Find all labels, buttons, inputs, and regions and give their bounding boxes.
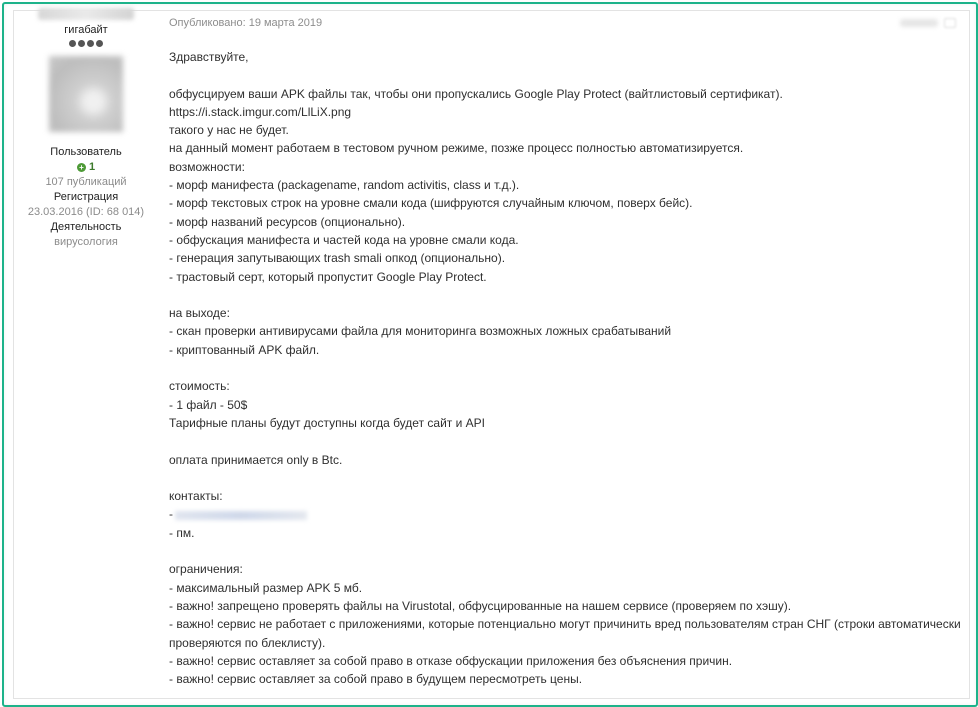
activity-label: Деятельность	[50, 221, 122, 233]
blank-line	[169, 286, 949, 304]
post-line: контакты:	[169, 489, 223, 504]
posts-count[interactable]: 107 публикаций	[45, 176, 127, 188]
post-line: обфусцируем ваши APK файлы так, чтобы они пропускались Google Play Protect (вайтлистовый сертификат).	[169, 86, 783, 101]
registration-label: Регистрация	[53, 191, 119, 203]
rank-dots	[20, 40, 152, 47]
share-controls[interactable]	[900, 18, 956, 28]
reputation-value: 1	[88, 161, 96, 173]
post-link[interactable]: https://i.stack.imgur.com/LlLiX.png	[169, 104, 352, 119]
post-line: - морф названий ресурсов (опционально).	[169, 214, 406, 229]
blank-line	[169, 542, 949, 560]
post-line: возможности:	[169, 159, 245, 174]
blurred-username	[38, 8, 134, 20]
post-line: - генерация запутывающих trash smali опкод (опционально).	[169, 251, 506, 266]
post-line: - трастовый серт, который пропустит Google Play Protect.	[169, 269, 487, 284]
post-line: стоимость:	[169, 379, 230, 394]
published-date[interactable]: Опубликовано: 19 марта 2019	[169, 17, 323, 29]
post-line: - 1 файл - 50$	[169, 397, 248, 412]
rank-dot-icon	[87, 40, 94, 47]
post-line: Тарифные планы будут доступны когда будет сайт и API	[169, 415, 485, 430]
post-line: оплата принимается only в Btc.	[169, 452, 343, 467]
plus-icon: +	[77, 163, 86, 172]
post-line: - важно! сервис оставляет за собой право в будущем пересмотреть цены.	[169, 672, 583, 687]
author-panel	[20, 8, 152, 251]
blurred-email-link[interactable]	[175, 511, 307, 520]
share-icon[interactable]	[944, 18, 956, 28]
contact-email-line	[169, 505, 949, 523]
post-line: проверяются по блеклисту).	[169, 635, 326, 650]
contact-dash: -	[169, 507, 173, 522]
rank-dot-icon	[96, 40, 103, 47]
share-link[interactable]	[900, 19, 938, 27]
post-line: - важно! запрещено проверять файлы на Virustotal, обфусцированные на нашем сервисе (проверяем по хэшу).	[169, 598, 792, 613]
post-line: - важно! сервис не работает с приложениями, которые потенциально могут причинить вред пользователям стран СНГ (строки автоматически	[169, 617, 961, 632]
author-role: Пользователь	[50, 146, 122, 158]
avatar[interactable]	[49, 56, 123, 132]
post-line: - обфускация манифеста и частей кода на уровне смали кода.	[169, 232, 519, 247]
post-line: Здравствуйте,	[169, 50, 249, 64]
rank-dot-icon	[78, 40, 85, 47]
post-line: - максимальный размер APK 5 мб.	[169, 580, 363, 595]
post-line: - скан проверки антивирусами файла для мониторинга возможных ложных срабатываний	[169, 324, 672, 339]
post-line: - пм.	[169, 525, 195, 540]
activity-value: вирусология	[54, 236, 118, 248]
blank-line	[169, 359, 949, 377]
rank-dot-icon	[69, 40, 76, 47]
blank-line	[169, 469, 949, 487]
blank-line	[169, 66, 949, 84]
post-line: - важно! сервис оставляет за собой право в отказе обфускации приложения без объяснения причин.	[169, 653, 733, 668]
post-line: на данный момент работаем в тестовом ручном режиме, позже процесс полностью автоматизируется.	[169, 141, 744, 156]
registration-value: 23.03.2016 (ID: 68 014)	[27, 206, 145, 218]
post-line: ограничения:	[169, 562, 243, 577]
author-nickname[interactable]: гигабайт	[64, 24, 108, 36]
post-body	[169, 48, 961, 688]
post-line: такого у нас не будет.	[169, 123, 289, 138]
post-line: на выходе:	[169, 306, 230, 321]
post-line: - криптованный APK файл.	[169, 342, 320, 357]
reputation-badge	[20, 161, 152, 173]
post-line: - морф текстовых строк на уровне смали кода (шифруются случайным ключом, поверх бейс).	[169, 196, 693, 211]
post-line: - морф манифеста (packagename, random activitis, class и т.д.).	[169, 178, 520, 193]
blank-line	[169, 432, 949, 450]
